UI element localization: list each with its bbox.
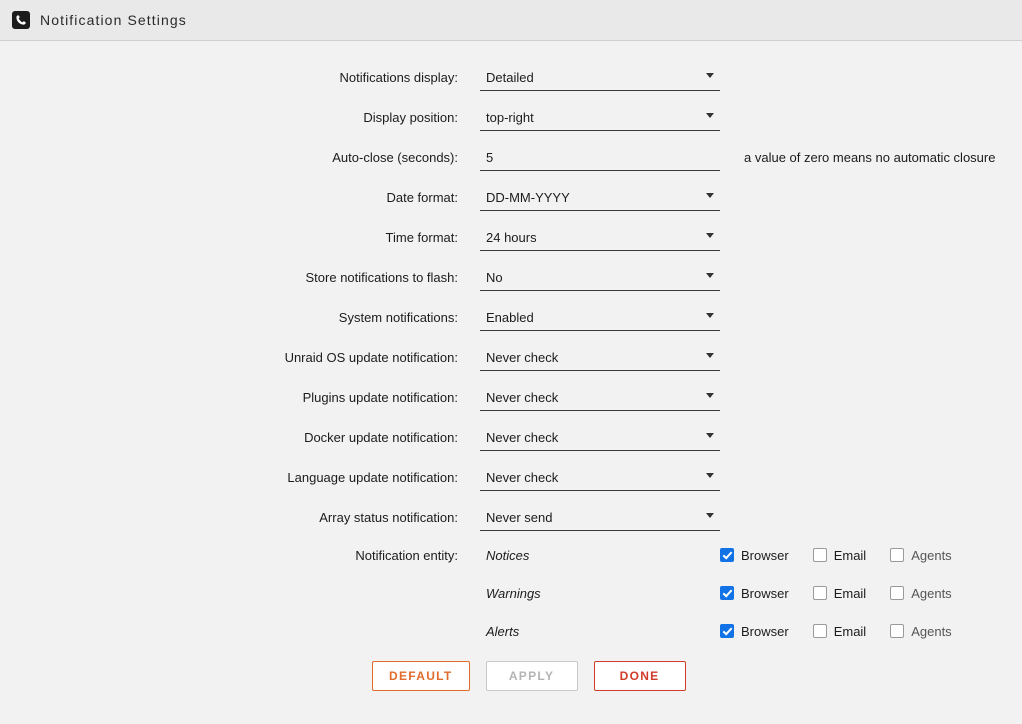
done-button[interactable]: DONE xyxy=(594,661,686,691)
field-value: No xyxy=(486,269,503,285)
notification-entity-alerts xyxy=(0,619,1022,643)
chevron-down-icon xyxy=(706,473,714,478)
checkbox-box[interactable] xyxy=(813,624,827,638)
entity-name: Warnings xyxy=(486,585,541,601)
checkbox-box[interactable] xyxy=(813,586,827,600)
field-value: 24 hours xyxy=(486,229,537,245)
form-row xyxy=(0,223,1022,252)
checkbox-box[interactable] xyxy=(890,586,904,600)
field-label: Date format: xyxy=(386,190,458,205)
alerts-browser-checkbox[interactable] xyxy=(720,624,789,639)
checkbox-label: Email xyxy=(833,623,867,639)
entity-name: Notices xyxy=(486,547,530,563)
chevron-down-icon xyxy=(706,353,714,358)
notification-entity-warnings xyxy=(0,581,1022,605)
form-row xyxy=(0,343,1022,372)
form-row xyxy=(0,503,1022,532)
checkbox-label: Browser xyxy=(741,623,789,639)
checkbox-label: Browser xyxy=(741,585,789,601)
docker-update-select[interactable] xyxy=(480,424,720,451)
field-value: Never check xyxy=(486,469,559,485)
form-row xyxy=(0,103,1022,132)
auto-close-input[interactable] xyxy=(480,144,720,171)
chevron-down-icon xyxy=(706,233,714,238)
chevron-down-icon xyxy=(706,73,714,78)
form-row xyxy=(0,63,1022,92)
chevron-down-icon xyxy=(706,113,714,118)
checkbox-label: Agents xyxy=(911,623,952,639)
checkbox-box[interactable] xyxy=(890,624,904,638)
field-label: Auto-close (seconds): xyxy=(332,150,458,165)
field-label: System notifications: xyxy=(338,310,458,325)
language-update-select[interactable] xyxy=(480,464,720,491)
notices-browser-checkbox[interactable] xyxy=(720,548,789,563)
warnings-agents-checkbox[interactable] xyxy=(890,586,951,601)
field-label: Docker update notification: xyxy=(304,430,458,445)
phone-icon xyxy=(12,11,30,29)
alerts-email-checkbox[interactable] xyxy=(813,624,867,639)
field-label: Plugins update notification: xyxy=(302,390,458,405)
notification-entity-label: Notification entity: xyxy=(355,547,458,563)
field-value: Never send xyxy=(486,509,553,525)
default-button[interactable]: DEFAULT xyxy=(372,661,470,691)
chevron-down-icon xyxy=(706,513,714,518)
form-row xyxy=(0,463,1022,492)
entity-checkboxes xyxy=(720,624,952,639)
unraid-os-update-select[interactable] xyxy=(480,344,720,371)
field-value: top-right xyxy=(486,109,534,125)
time-format-select[interactable] xyxy=(480,224,720,251)
checkbox-box[interactable] xyxy=(890,548,904,562)
notifications-display-select[interactable] xyxy=(480,64,720,91)
field-value: Detailed xyxy=(486,69,534,85)
auto-close-hint: a value of zero means no automatic closure xyxy=(744,150,996,165)
settings-form xyxy=(0,41,1022,691)
notices-email-checkbox[interactable] xyxy=(813,548,867,563)
checkbox-box[interactable] xyxy=(720,624,734,638)
chevron-down-icon xyxy=(706,313,714,318)
alerts-agents-checkbox[interactable] xyxy=(890,624,951,639)
checkbox-label: Agents xyxy=(911,547,952,563)
date-format-select[interactable] xyxy=(480,184,720,211)
form-row xyxy=(0,143,1022,172)
checkbox-box[interactable] xyxy=(813,548,827,562)
field-label: Display position: xyxy=(363,110,458,125)
entity-name: Alerts xyxy=(486,623,520,639)
warnings-email-checkbox[interactable] xyxy=(813,586,867,601)
form-row xyxy=(0,383,1022,412)
field-value: Never check xyxy=(486,349,559,365)
checkbox-label: Browser xyxy=(741,547,789,563)
plugins-update-select[interactable] xyxy=(480,384,720,411)
apply-button[interactable]: APPLY xyxy=(486,661,578,691)
warnings-browser-checkbox[interactable] xyxy=(720,586,789,601)
notices-agents-checkbox[interactable] xyxy=(890,548,951,563)
notification-entity-notices xyxy=(0,543,1022,567)
field-label: Store notifications to flash: xyxy=(305,270,458,285)
field-value: Never check xyxy=(486,389,559,405)
page-title: Notification Settings xyxy=(40,12,187,28)
display-position-select[interactable] xyxy=(480,104,720,131)
store-notifications-select[interactable] xyxy=(480,264,720,291)
field-value: 5 xyxy=(486,149,494,165)
field-label: Time format: xyxy=(385,230,458,245)
form-row xyxy=(0,423,1022,452)
field-value: Never check xyxy=(486,429,559,445)
entity-checkboxes xyxy=(720,548,952,563)
chevron-down-icon xyxy=(706,433,714,438)
form-row xyxy=(0,303,1022,332)
chevron-down-icon xyxy=(706,273,714,278)
titlebar xyxy=(0,0,1022,41)
checkbox-box[interactable] xyxy=(720,586,734,600)
field-value: DD-MM-YYYY xyxy=(486,189,570,205)
array-status-select[interactable] xyxy=(480,504,720,531)
field-label: Notifications display: xyxy=(339,70,458,85)
checkbox-box[interactable] xyxy=(720,548,734,562)
field-label: Array status notification: xyxy=(319,510,458,525)
form-actions xyxy=(0,661,1022,691)
checkbox-label: Email xyxy=(833,547,867,563)
form-row xyxy=(0,263,1022,292)
form-row xyxy=(0,183,1022,212)
checkbox-label: Email xyxy=(833,585,867,601)
system-notifications-select[interactable] xyxy=(480,304,720,331)
entity-checkboxes xyxy=(720,586,952,601)
checkbox-label: Agents xyxy=(911,585,952,601)
chevron-down-icon xyxy=(706,193,714,198)
field-label: Unraid OS update notification: xyxy=(284,350,458,365)
field-value: Enabled xyxy=(486,309,534,325)
chevron-down-icon xyxy=(706,393,714,398)
field-label: Language update notification: xyxy=(287,470,458,485)
